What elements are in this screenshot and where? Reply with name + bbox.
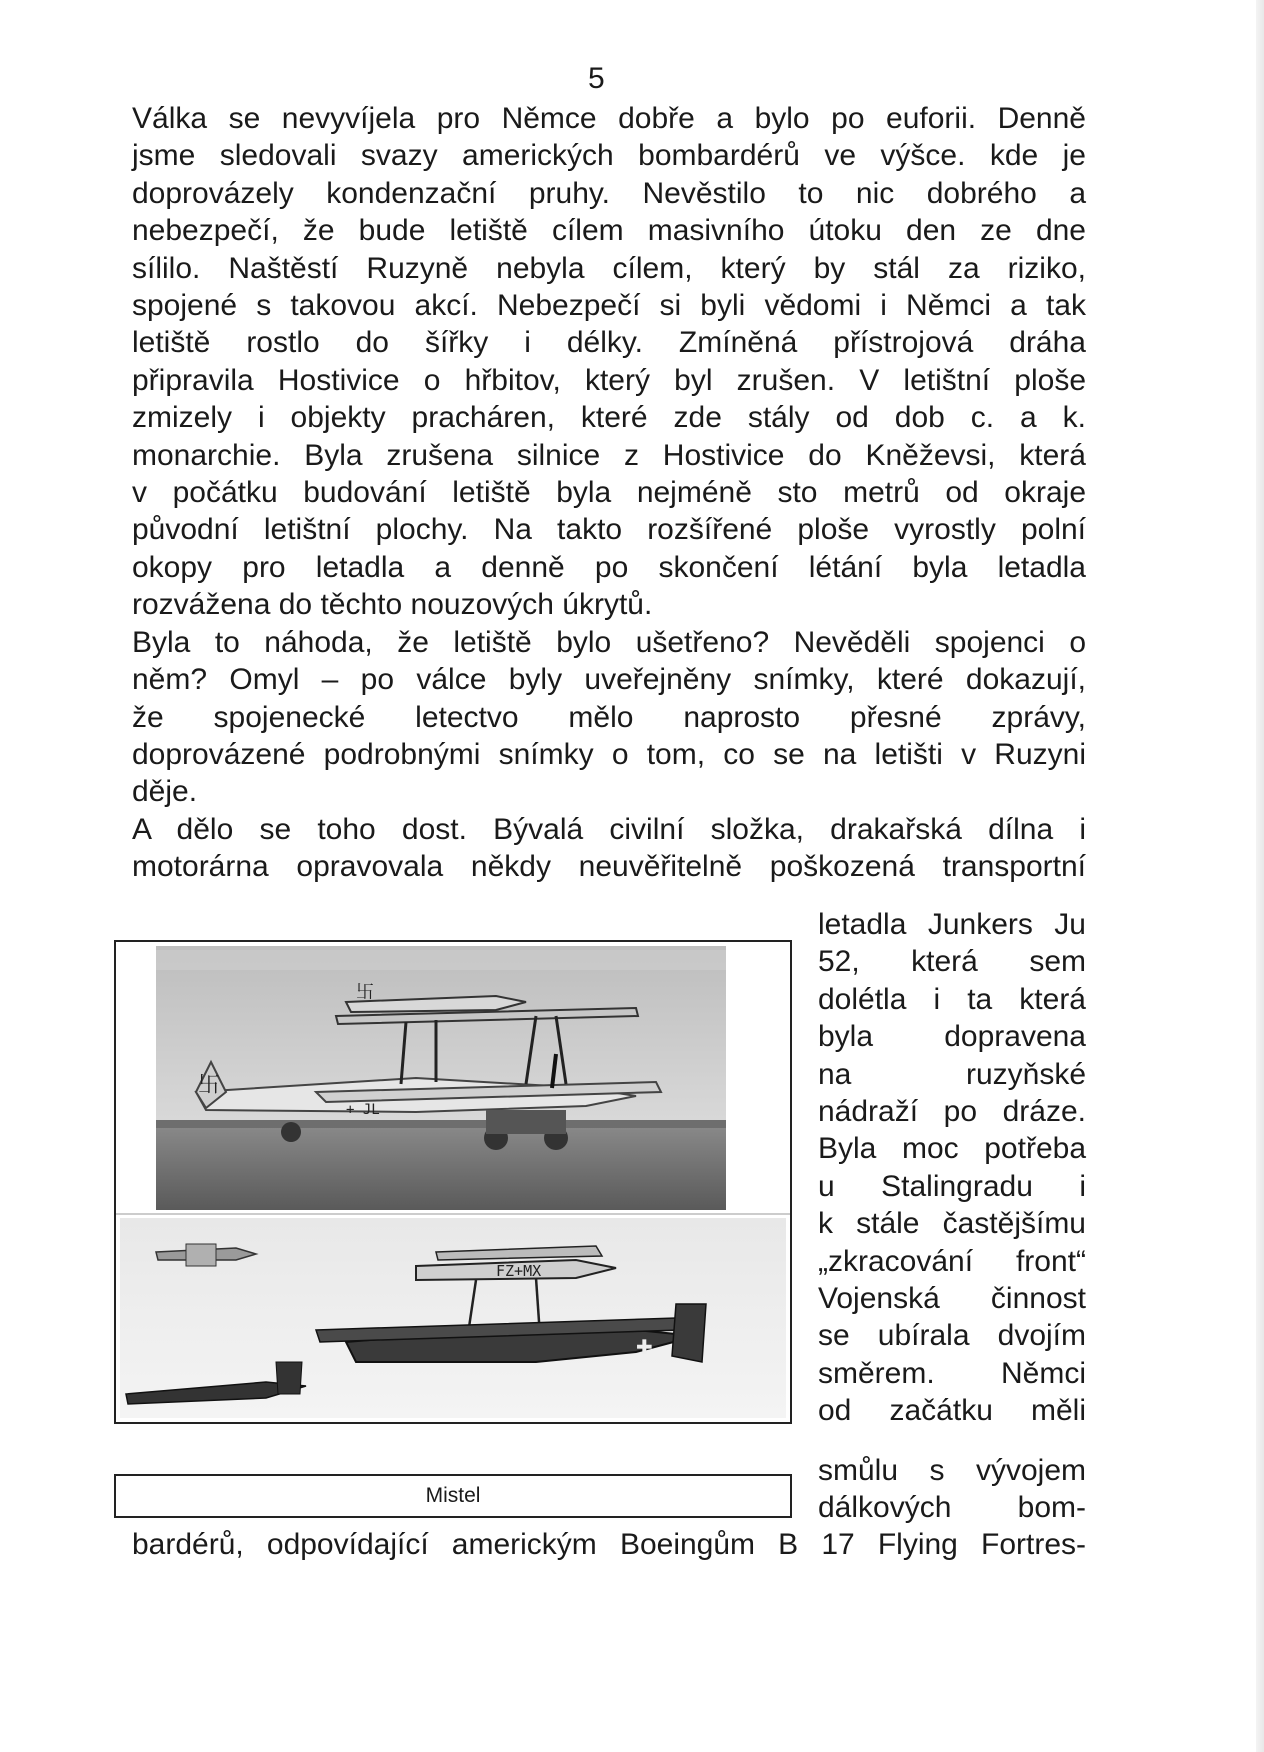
text-line: Vojenská činnost bbox=[818, 1282, 1086, 1316]
svg-text:卐: 卐 bbox=[198, 1073, 221, 1098]
text-line: Byla moc potřeba bbox=[818, 1132, 1086, 1166]
text-line: sílilo. Naštěstí Ruzyně nebyla cílem, který by stál za riziko, bbox=[132, 251, 1086, 285]
text-line: A dělo se toho dost. Bývalá civilní složka, drakařská dílna i bbox=[132, 812, 1086, 846]
text-line: připravila Hostivice o hřbitov, který byl zrušen. V letištní ploše bbox=[132, 363, 1086, 397]
scan-edge bbox=[1256, 0, 1264, 1752]
text-line: nádraží po dráze. bbox=[818, 1095, 1086, 1129]
body-text-top bbox=[132, 100, 1086, 886]
text-line: dolétla i ta která bbox=[818, 982, 1086, 1016]
svg-text:FZ+MX: FZ+MX bbox=[496, 1262, 542, 1280]
text-line: „zkracování front“ bbox=[818, 1244, 1086, 1278]
text-line: smůlu s vývojem bbox=[818, 1454, 1086, 1487]
mistel-photo bbox=[116, 942, 790, 1422]
text-line: letiště rostlo do šířky i délky. Zmíněná přístrojová dráha bbox=[132, 326, 1086, 360]
text-line: původní letištní plochy. Na takto rozšířené ploše vyrostly polní bbox=[132, 513, 1086, 547]
text-line: doprovázené podrobnými snímky o tom, co se na letišti v Ruzyni bbox=[132, 737, 1086, 771]
photo-bottom-airborne-mistel bbox=[120, 1218, 786, 1418]
text-line: dálkových bom- bbox=[818, 1491, 1086, 1525]
text-line: Válka se nevyvíjela pro Němce dobře a bylo po euforii. Denně bbox=[132, 102, 1086, 135]
text-line: na ruzyňské bbox=[818, 1057, 1086, 1091]
text-line: jsme sledovali svazy amerických bombardérů ve výšce. kde je bbox=[132, 139, 1086, 173]
photo-top-ground-mistel bbox=[156, 946, 726, 1210]
text-line: Byla to náhoda, že letiště bylo ušetřeno? Nevěděli spojenci o bbox=[132, 625, 1086, 659]
text-line: se ubírala dvojím bbox=[818, 1319, 1086, 1353]
text-line: doprovázely kondenzační pruhy. Nevěstilo to nic dobrého a bbox=[132, 176, 1086, 210]
text-line: byla dopravena bbox=[818, 1020, 1086, 1054]
text-line: okopy pro letadla a denně po skončení létání byla letadla bbox=[132, 550, 1086, 584]
text-line: v počátku budování letiště byla nejméně sto metrů od okraje bbox=[132, 476, 1086, 510]
text-line: děje. bbox=[132, 775, 198, 809]
text-line: 52, která sem bbox=[818, 945, 1086, 979]
text-line: motorárna opravovala někdy neuvěřitelně poškozená transportní bbox=[132, 850, 1086, 884]
text-line: u Stalingradu i bbox=[818, 1169, 1086, 1203]
text-line: že spojenecké letectvo mělo naprosto přesné zprávy, bbox=[132, 700, 1086, 734]
body-text-bottom bbox=[132, 1526, 1086, 1563]
text-line: spojené s takovou akcí. Nebezpečí si byli vědomi i Němci a tak bbox=[132, 289, 1086, 323]
side-column-text-continued bbox=[818, 1452, 1086, 1527]
photo-frame bbox=[114, 940, 792, 1424]
text-line: bardérů, odpovídající americkým Boeingům B 17 Flying Fortres- bbox=[132, 1528, 1086, 1561]
text-line: rozvážena do těchto nouzových úkrytů. bbox=[132, 588, 653, 622]
side-column-text bbox=[818, 906, 1086, 1430]
page-number: 5 bbox=[588, 62, 605, 95]
figure-caption: Mistel bbox=[114, 1474, 792, 1518]
text-line: směrem. Němci bbox=[818, 1356, 1086, 1390]
text-line: monarchie. Byla zrušena silnice z Hostivice do Kněževsi, která bbox=[132, 438, 1086, 472]
svg-text:+ JL: + JL bbox=[346, 1102, 380, 1118]
text-line: k stále častějšímu bbox=[818, 1207, 1086, 1241]
text-line: letadla Junkers Ju bbox=[818, 908, 1086, 941]
text-line: něm? Omyl – po válce byly uveřejněny snímky, které dokazují, bbox=[132, 663, 1086, 697]
text-line: zmizely i objekty pracháren, které zde stály od dob c. a k. bbox=[132, 401, 1086, 435]
text-line: nebezpečí, že bude letiště cílem masivního útoku den ze dne bbox=[132, 214, 1086, 248]
text-line: od začátku měli bbox=[818, 1394, 1086, 1428]
svg-text:卐: 卐 bbox=[356, 982, 374, 1003]
svg-text:✚: ✚ bbox=[636, 1335, 653, 1359]
